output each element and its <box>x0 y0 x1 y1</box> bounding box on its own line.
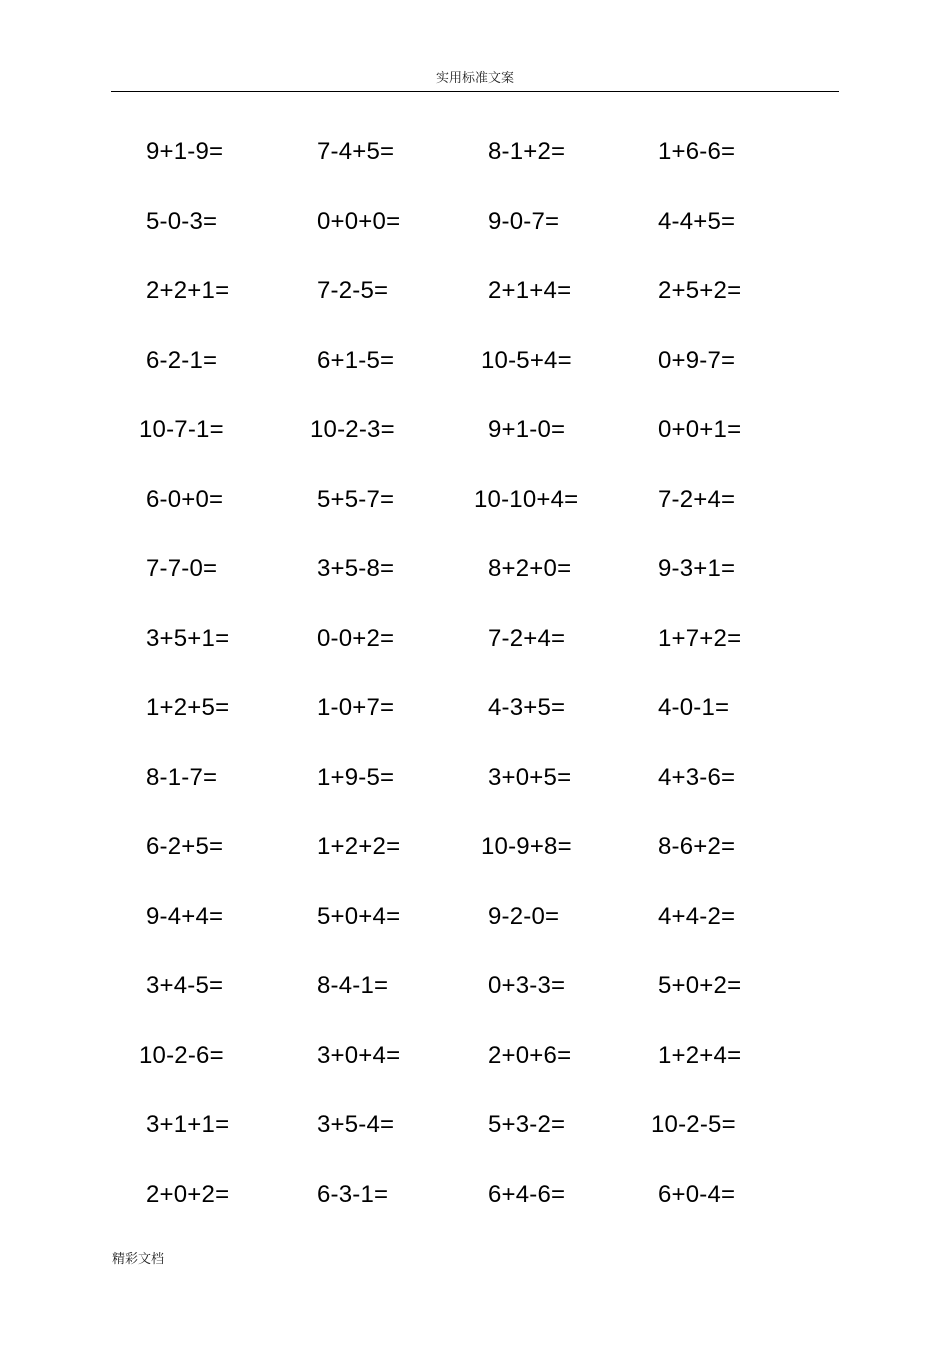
problem-row <box>0 271 950 341</box>
math-problem: 3+0+5= <box>488 763 572 791</box>
math-problem: 3+4-5= <box>146 972 224 999</box>
math-problem: 3+0+4= <box>317 1041 401 1069</box>
math-problem: 6-2-1= <box>146 346 218 374</box>
math-problem: 4-4+5= <box>658 207 736 235</box>
math-problem: 9-4+4= <box>146 902 224 930</box>
math-problem: 7-2-5= <box>317 277 389 304</box>
problem-row <box>0 897 950 967</box>
math-problem: 5+0+4= <box>317 902 401 930</box>
math-problem: 0+3-3= <box>488 972 566 999</box>
math-problem: 4+4-2= <box>658 902 736 930</box>
math-problem: 1+6-6= <box>658 138 736 165</box>
problem-row <box>0 480 950 550</box>
problem-row <box>0 688 950 758</box>
math-problem: 5-0-3= <box>146 207 218 235</box>
math-problem: 1+2+4= <box>658 1041 742 1069</box>
math-problem: 2+0+2= <box>146 1180 230 1208</box>
math-problem: 6+4-6= <box>488 1180 566 1208</box>
math-problem: 3+5+1= <box>146 624 230 652</box>
math-problem: 8-1+2= <box>488 138 566 165</box>
math-problem: 6-0+0= <box>146 485 224 513</box>
math-problem: 0-0+2= <box>317 624 395 652</box>
problem-row <box>0 132 950 202</box>
math-problem: 10-7-1= <box>139 416 224 443</box>
math-problem: 1+9-5= <box>317 763 395 791</box>
math-problem: 9+1-9= <box>146 138 224 165</box>
math-problem: 8-4-1= <box>317 972 389 999</box>
problem-row <box>0 1105 950 1175</box>
problem-row <box>0 758 950 828</box>
math-problem: 8+2+0= <box>488 555 572 582</box>
math-problem: 10-2-3= <box>310 416 395 443</box>
math-problem: 2+1+4= <box>488 277 572 304</box>
math-problem: 9-0-7= <box>488 207 560 235</box>
problem-row <box>0 1036 950 1106</box>
math-problem: 4+3-6= <box>658 763 736 791</box>
problem-row <box>0 966 950 1036</box>
math-problem: 5+5-7= <box>317 485 395 513</box>
math-problem: 0+0+0= <box>317 207 401 235</box>
math-problem: 9+1-0= <box>488 416 566 443</box>
math-problem: 7-2+4= <box>488 624 566 652</box>
problem-row <box>0 619 950 689</box>
math-problem: 5+0+2= <box>658 972 742 999</box>
problem-row <box>0 202 950 272</box>
math-problem: 6-3-1= <box>317 1180 389 1208</box>
math-problem: 1+7+2= <box>658 624 742 652</box>
math-problem: 7-7-0= <box>146 555 218 582</box>
problem-row <box>0 410 950 480</box>
math-problem: 5+3-2= <box>488 1111 566 1138</box>
problem-row <box>0 549 950 619</box>
math-problem: 2+2+1= <box>146 277 230 304</box>
math-problem: 0+0+1= <box>658 416 742 443</box>
math-problem: 9-2-0= <box>488 902 560 930</box>
math-problem: 3+5-8= <box>317 555 395 582</box>
math-problem: 1+2+5= <box>146 694 230 721</box>
math-problem: 6+0-4= <box>658 1180 736 1208</box>
math-problem: 3+1+1= <box>146 1111 230 1138</box>
math-problem: 10-10+4= <box>474 485 579 513</box>
header-title: 实用标准文案 <box>435 71 514 86</box>
header-divider <box>111 91 839 92</box>
math-problem: 1+2+2= <box>317 833 401 860</box>
math-problem: 7-4+5= <box>317 138 395 165</box>
math-problem: 8-1-7= <box>146 763 218 791</box>
math-problem: 8-6+2= <box>658 833 736 860</box>
problem-row <box>0 341 950 411</box>
math-problem: 7-2+4= <box>658 485 736 513</box>
math-problem: 10-2-6= <box>139 1041 224 1069</box>
math-problem: 10-2-5= <box>651 1111 736 1138</box>
problem-row <box>0 1175 950 1245</box>
footer-text: 精彩文档 <box>112 1252 165 1267</box>
math-problem: 9-3+1= <box>658 555 736 582</box>
problem-row <box>0 827 950 897</box>
math-problem: 2+0+6= <box>488 1041 572 1069</box>
math-problem: 6+1-5= <box>317 346 395 374</box>
math-problem: 2+5+2= <box>658 277 742 304</box>
math-problem: 4-0-1= <box>658 694 730 721</box>
math-problem: 10-5+4= <box>481 346 572 374</box>
math-problem: 3+5-4= <box>317 1111 395 1138</box>
math-problem: 0+9-7= <box>658 346 736 374</box>
math-problem: 10-9+8= <box>481 833 572 860</box>
math-problem: 6-2+5= <box>146 833 224 860</box>
problem-grid <box>0 132 950 1244</box>
math-problem: 4-3+5= <box>488 694 566 721</box>
math-problem: 1-0+7= <box>317 694 395 721</box>
